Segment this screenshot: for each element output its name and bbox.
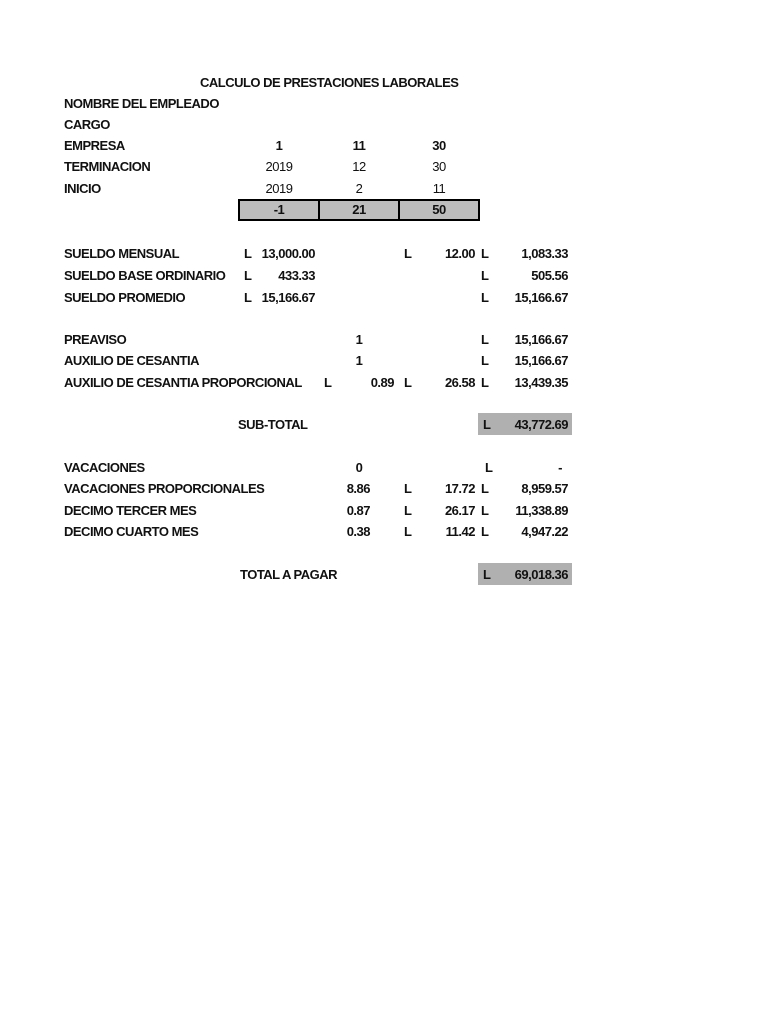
row-total: -: [558, 460, 562, 475]
days-value: 12.00: [444, 246, 475, 261]
days-value: 17.72: [444, 481, 475, 496]
row-total: 15,166.67: [514, 353, 568, 368]
row-total: 505.56: [531, 268, 568, 283]
quantity-value: 8.86: [346, 481, 370, 496]
vacation-row-label: DECIMO TERCER MES: [64, 503, 197, 518]
currency-symbol: L: [481, 353, 489, 368]
salary-value: 433.33: [278, 268, 315, 283]
days-value: 26.17: [444, 503, 475, 518]
row-total: 1,083.33: [521, 246, 568, 261]
quantity-value: 0.87: [346, 503, 370, 518]
difference-cell-3: [398, 199, 480, 221]
termination-label: TERMINACION: [64, 159, 151, 174]
currency-symbol: L: [481, 268, 489, 283]
company-value-2: 11: [352, 138, 366, 153]
vacation-row-label: DECIMO CUARTO MES: [64, 524, 199, 539]
days-value: 26.58: [444, 375, 475, 390]
vacation-row-label: VACACIONES PROPORCIONALES: [64, 481, 265, 496]
currency-symbol: L: [244, 246, 252, 261]
benefit-row-label: AUXILIO DE CESANTIA: [64, 353, 199, 368]
company-label: EMPRESA: [64, 138, 125, 153]
currency-symbol: L: [481, 503, 489, 518]
currency-symbol: L: [481, 332, 489, 347]
difference-value-1: -1: [273, 202, 285, 217]
row-total: 15,166.67: [514, 332, 568, 347]
quantity-value: 1: [355, 332, 363, 347]
grand-total-value: 69,018.36: [514, 567, 568, 582]
currency-symbol: L: [404, 524, 412, 539]
grand-total-label: TOTAL A PAGAR: [240, 567, 338, 582]
currency-symbol: L: [244, 268, 252, 283]
salary-value: 13,000.00: [261, 246, 315, 261]
subtotal-label: SUB-TOTAL: [238, 417, 308, 432]
start-label: INICIO: [64, 181, 101, 196]
start-day: 11: [432, 181, 446, 196]
currency-symbol: L: [481, 481, 489, 496]
salary-value: 15,166.67: [261, 290, 315, 305]
days-value: 11.42: [445, 524, 475, 539]
currency-symbol: L: [483, 567, 491, 582]
page-title: CALCULO DE PRESTACIONES LABORALES: [200, 75, 459, 90]
employee-name-label: NOMBRE DEL EMPLEADO: [64, 96, 219, 111]
currency-symbol: L: [483, 417, 491, 432]
termination-day: 30: [432, 159, 446, 174]
row-total: 8,959.57: [521, 481, 568, 496]
row-total: 15,166.67: [514, 290, 568, 305]
termination-month: 12: [352, 159, 366, 174]
currency-symbol: L: [404, 481, 412, 496]
termination-year: 2019: [265, 159, 293, 174]
currency-symbol: L: [404, 503, 412, 518]
row-total: 13,439.35: [514, 375, 568, 390]
quantity-value: 0.89: [370, 375, 394, 390]
benefit-row-label: PREAVISO: [64, 332, 127, 347]
difference-cell-1: [238, 199, 320, 221]
currency-symbol: L: [404, 375, 412, 390]
row-total: 4,947.22: [521, 524, 568, 539]
start-month: 2: [355, 181, 363, 196]
start-year: 2019: [265, 181, 293, 196]
vacation-row-label: VACACIONES: [64, 460, 145, 475]
currency-symbol: L: [481, 290, 489, 305]
currency-symbol: L: [324, 375, 332, 390]
currency-symbol: L: [481, 375, 489, 390]
row-total: 11,338.89: [515, 503, 568, 518]
company-value-3: 30: [432, 138, 446, 153]
salary-row-label: SUELDO PROMEDIO: [64, 290, 186, 305]
salary-row-label: SUELDO MENSUAL: [64, 246, 180, 261]
quantity-value: 1: [355, 353, 363, 368]
currency-symbol: L: [481, 524, 489, 539]
difference-value-3: 50: [432, 202, 446, 217]
currency-symbol: L: [404, 246, 412, 261]
quantity-value: 0.38: [346, 524, 370, 539]
benefit-row-label: AUXILIO DE CESANTIA PROPORCIONAL: [64, 375, 302, 390]
subtotal-value: 43,772.69: [514, 417, 568, 432]
salary-row-label: SUELDO BASE ORDINARIO: [64, 268, 226, 283]
quantity-value: 0: [355, 460, 363, 475]
difference-value-2: 21: [352, 202, 366, 217]
position-label: CARGO: [64, 117, 110, 132]
currency-symbol: L: [481, 246, 489, 261]
difference-cell-2: [318, 199, 400, 221]
currency-symbol: L: [485, 460, 493, 475]
company-value-1: 1: [275, 138, 283, 153]
currency-symbol: L: [244, 290, 252, 305]
